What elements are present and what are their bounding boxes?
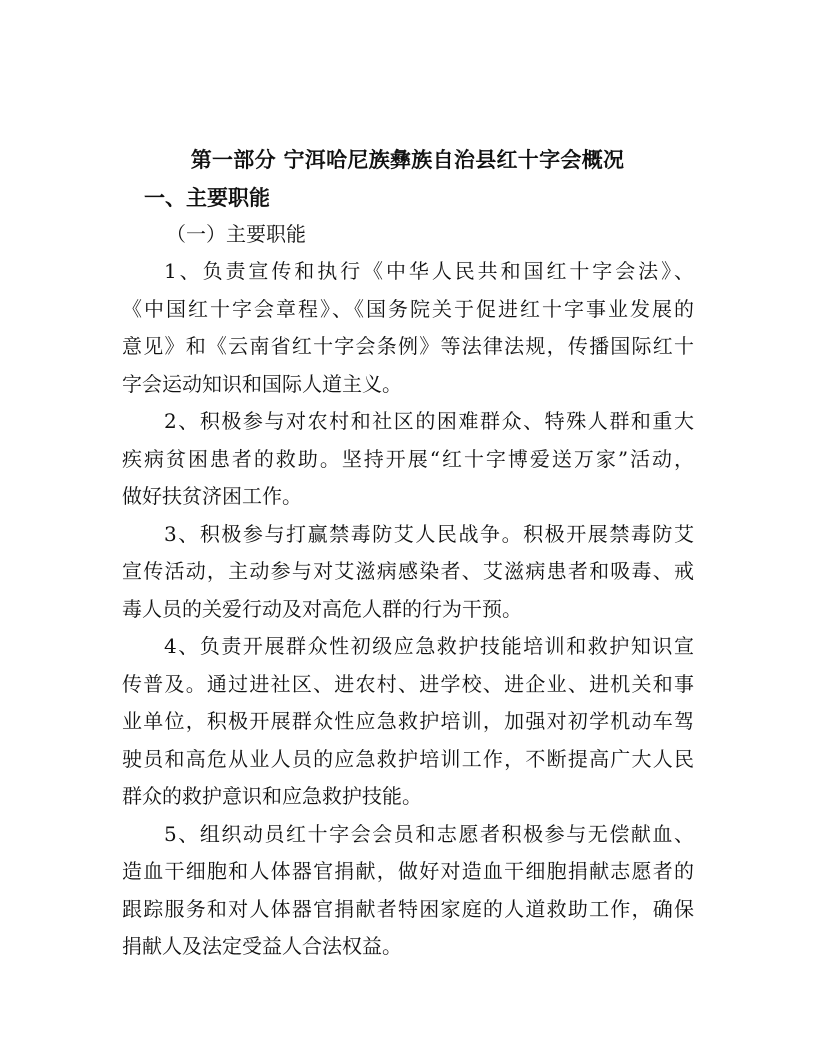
paragraph-line: 疾病贫困患者的救助。坚持开展“红十字博爱送万家”活动，: [122, 446, 694, 471]
paragraph-line: 群众的救护意识和应急救护技能。: [122, 784, 422, 808]
paragraph-line: 造血干细胞和人体器官捐献，做好对造血干细胞捐献志愿者的: [122, 859, 694, 883]
subsection-heading: （一）主要职能: [166, 222, 306, 246]
paragraph-line: 3、积极参与打赢禁毒防艾人民战争。积极开展禁毒防艾: [164, 521, 694, 546]
paragraph-line: 驶员和高危从业人员的应急救护培训工作，不断提高广大人民: [122, 746, 694, 771]
paragraph-line: 宣传活动，主动参与对艾滋病感染者、艾滋病患者和吸毒、戒: [122, 559, 694, 583]
paragraph-line: 《中国红十字会章程》、《国务院关于促进红十字事业发展的: [122, 296, 694, 321]
paragraph-line: 传普及。通过进社区、进农村、进学校、进企业、进机关和事: [122, 671, 694, 696]
section-heading: 一、主要职能: [144, 186, 270, 210]
paragraph-line: 毒人员的关爱行动及对高危人群的行为干预。: [122, 596, 522, 621]
document-body: [122, 253, 694, 966]
paragraph-line: 1、负责宣传和执行《中华人民共和国红十字会法》、: [164, 259, 694, 283]
paragraph-line: 业单位，积极开展群众性应急救护培训，加强对初学机动车驾: [122, 709, 694, 733]
paragraph-line: 2、积极参与对农村和社区的困难群众、特殊人群和重大: [164, 409, 694, 433]
paragraph-line: 跟踪服务和对人体器官捐献者特困家庭的人道救助工作，确保: [122, 896, 694, 921]
paragraph-line: 字会运动知识和国际人道主义。: [122, 371, 402, 396]
paragraph-line: 意见》和《云南省红十字会条例》等法律法规，传播国际红十: [122, 334, 694, 358]
paragraph-line: 捐献人及法定受益人合法权益。: [122, 934, 402, 958]
paragraph-line: 5、组织动员红十字会会员和志愿者积极参与无偿献血、: [164, 821, 694, 846]
paragraph-3: [122, 516, 694, 629]
document-title: 第一部分 宁洱哈尼族彝族自治县红十字会概况: [190, 148, 625, 172]
paragraph-5: [122, 816, 694, 966]
paragraph-1: [122, 253, 694, 403]
paragraph-line: 4、负责开展群众性初级应急救护技能培训和救护知识宣: [164, 634, 694, 658]
paragraph-4: [122, 628, 694, 816]
paragraph-2: [122, 403, 694, 516]
paragraph-line: 做好扶贫济困工作。: [122, 484, 302, 508]
